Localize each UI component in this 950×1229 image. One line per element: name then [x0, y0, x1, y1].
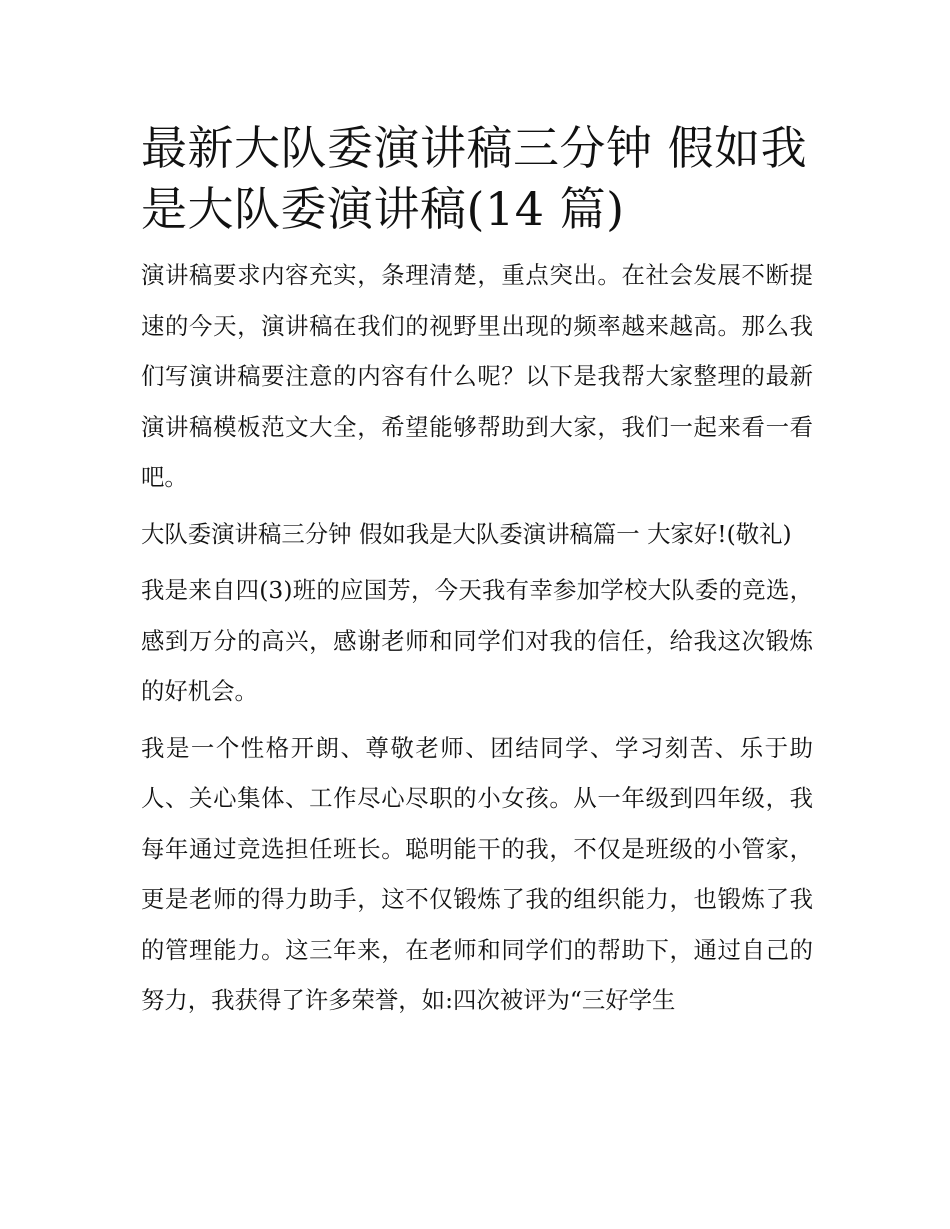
document-content: [141, 118, 813, 1026]
document-title: 最新大队委演讲稿三分钟 假如我是大队委演讲稿(14 篇): [141, 121, 808, 236]
paragraph-personal-qualities: 我是一个性格开朗、尊敬老师、团结同学、学习刻苦、乐于助人、关心集体、工作尽心尽职的小女孩。从一年级到四年级，我每年通过竞选担任班长。聪明能干的我，不仅是班级的小管家，更是老师的得力助手，这不仅锻炼了我的组织能力，也锻炼了我的管理能力。这三年来，在老师和同学们的帮助下，通过自己的努力，我获得了许多荣誉，如:四次被评为“三好学生: [141, 733, 813, 1014]
paragraph-heading-greeting: 大队委演讲稿三分钟 假如我是大队委演讲稿篇一 大家好!(敬礼): [141, 519, 792, 548]
paragraph-self-introduction: 我是来自四(3)班的应国芳，今天我有幸参加学校大队委的竞选，感到万分的高兴，感谢老师和同学们对我的信任，给我这次锻炼的好机会。: [141, 576, 813, 705]
paragraph-intro: 演讲稿要求内容充实，条理清楚，重点突出。在社会发展不断提速的今天，演讲稿在我们的视野里出现的频率越来越高。那么我们写演讲稿要注意的内容有什么呢？以下是我帮大家整理的最新演讲稿模板范文大全，希望能够帮助到大家，我们一起来看一看吧。: [141, 261, 813, 491]
